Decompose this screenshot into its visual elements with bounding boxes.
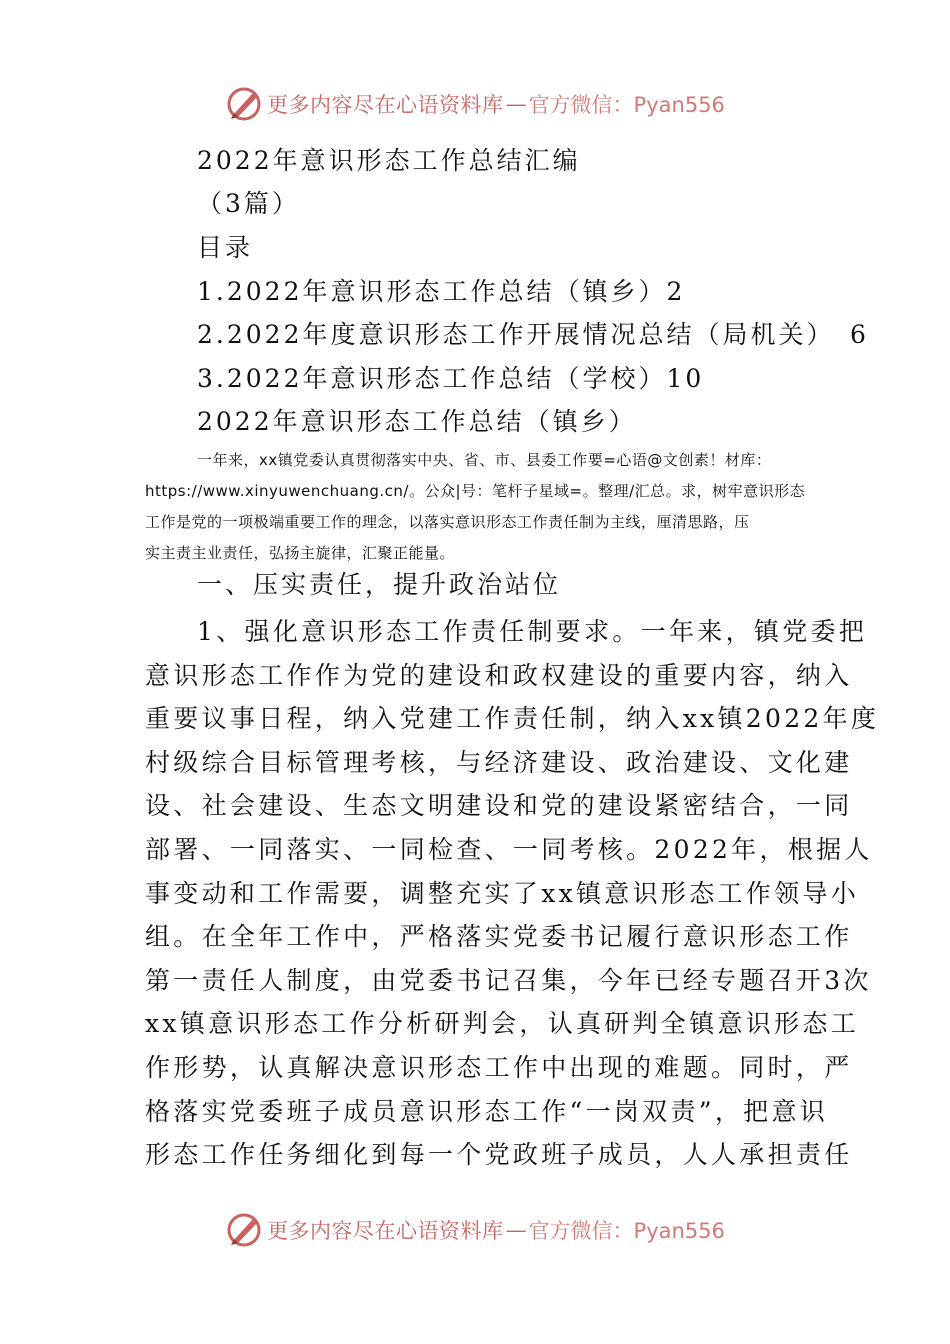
body-line: 形态工作任务细化到每一个党政班子成员，人人承担责任	[145, 1140, 853, 1170]
banner-wechat-text: 官方微信：Pyan556	[528, 1219, 725, 1243]
pen-logo-icon	[225, 85, 263, 123]
document-subtitle: （3篇）	[197, 189, 300, 218]
header-banner	[0, 84, 950, 124]
section-heading: 一、压实责任，提升政治站位	[197, 570, 562, 599]
body-line: 组。在全年工作中，严格落实党委书记履行意识形态工作	[145, 922, 853, 952]
banner-dash: —	[505, 1218, 527, 1242]
banner-site-text: 更多内容尽在心语资料库	[267, 93, 504, 117]
toc-item-3: 3.2022年意识形态工作总结（学校）10	[197, 364, 705, 393]
footer-banner	[0, 1210, 950, 1250]
document-title: 2022年意识形态工作总结汇编	[197, 146, 581, 175]
pen-logo-icon	[225, 1211, 263, 1249]
body-line: 第一责任人制度，由党委书记召集，今年已经专题召开3次	[145, 965, 872, 995]
intro-line-4: 实主责主业责任，弘扬主旋律，汇聚正能量。	[145, 544, 456, 562]
body-line: 部署、一同落实、一同检查、一同考核。2022年，根据人	[145, 834, 873, 864]
body-line: 村级综合目标管理考核，与经济建设、政治建设、文化建	[145, 747, 853, 777]
toc-heading: 目录	[197, 233, 254, 262]
body-line: 意识形态工作作为党的建设和政权建设的重要内容，纳入	[145, 660, 853, 690]
body-line: 事变动和工作需要，调整充实了xx镇意识形态工作领导小	[145, 878, 860, 908]
body-line: xx镇意识形态工作分析研判会，认真研判全镇意识形态工	[145, 1009, 860, 1039]
intro-line-3: 工作是党的一项极端重要工作的理念，以落实意识形态工作责任制为主线，厘清思路，压	[145, 513, 750, 531]
body-line: 设、社会建设、生态文明建设和党的建设紧密结合，一同	[145, 791, 853, 821]
banner-wechat-text: 官方微信：Pyan556	[528, 93, 725, 117]
body-paragraph	[145, 610, 880, 1177]
banner-site-text: 更多内容尽在心语资料库	[267, 1219, 504, 1243]
body-line: 作形势，认真解决意识形态工作中出现的难题。同时，严	[145, 1052, 853, 1082]
toc-item-1: 1.2022年意识形态工作总结（镇乡）2	[197, 277, 686, 306]
article-title: 2022年意识形态工作总结（镇乡）	[197, 407, 637, 436]
body-line: 1、强化意识形态工作责任制要求。一年来，镇党委把	[197, 617, 868, 646]
intro-line-2: https://www.xinyuwenchuang.cn/。公众|号：笔杆子星域=。整理/汇总。求，树牢意识形态	[145, 482, 806, 500]
banner-dash: —	[505, 92, 527, 116]
toc-item-2: 2.2022年度意识形态工作开展情况总结（局机关） 6	[197, 320, 869, 349]
body-line: 格落实党委班子成员意识形态工作“一岗双责”，把意识	[145, 1096, 829, 1126]
body-line: 重要议事日程，纳入党建工作责任制，纳入xx镇2022年度	[145, 704, 880, 734]
intro-line-1: 一年来，xx镇党委认真贯彻落实中央、省、市、县委工作要=心语@文创素！材库：	[197, 451, 772, 469]
